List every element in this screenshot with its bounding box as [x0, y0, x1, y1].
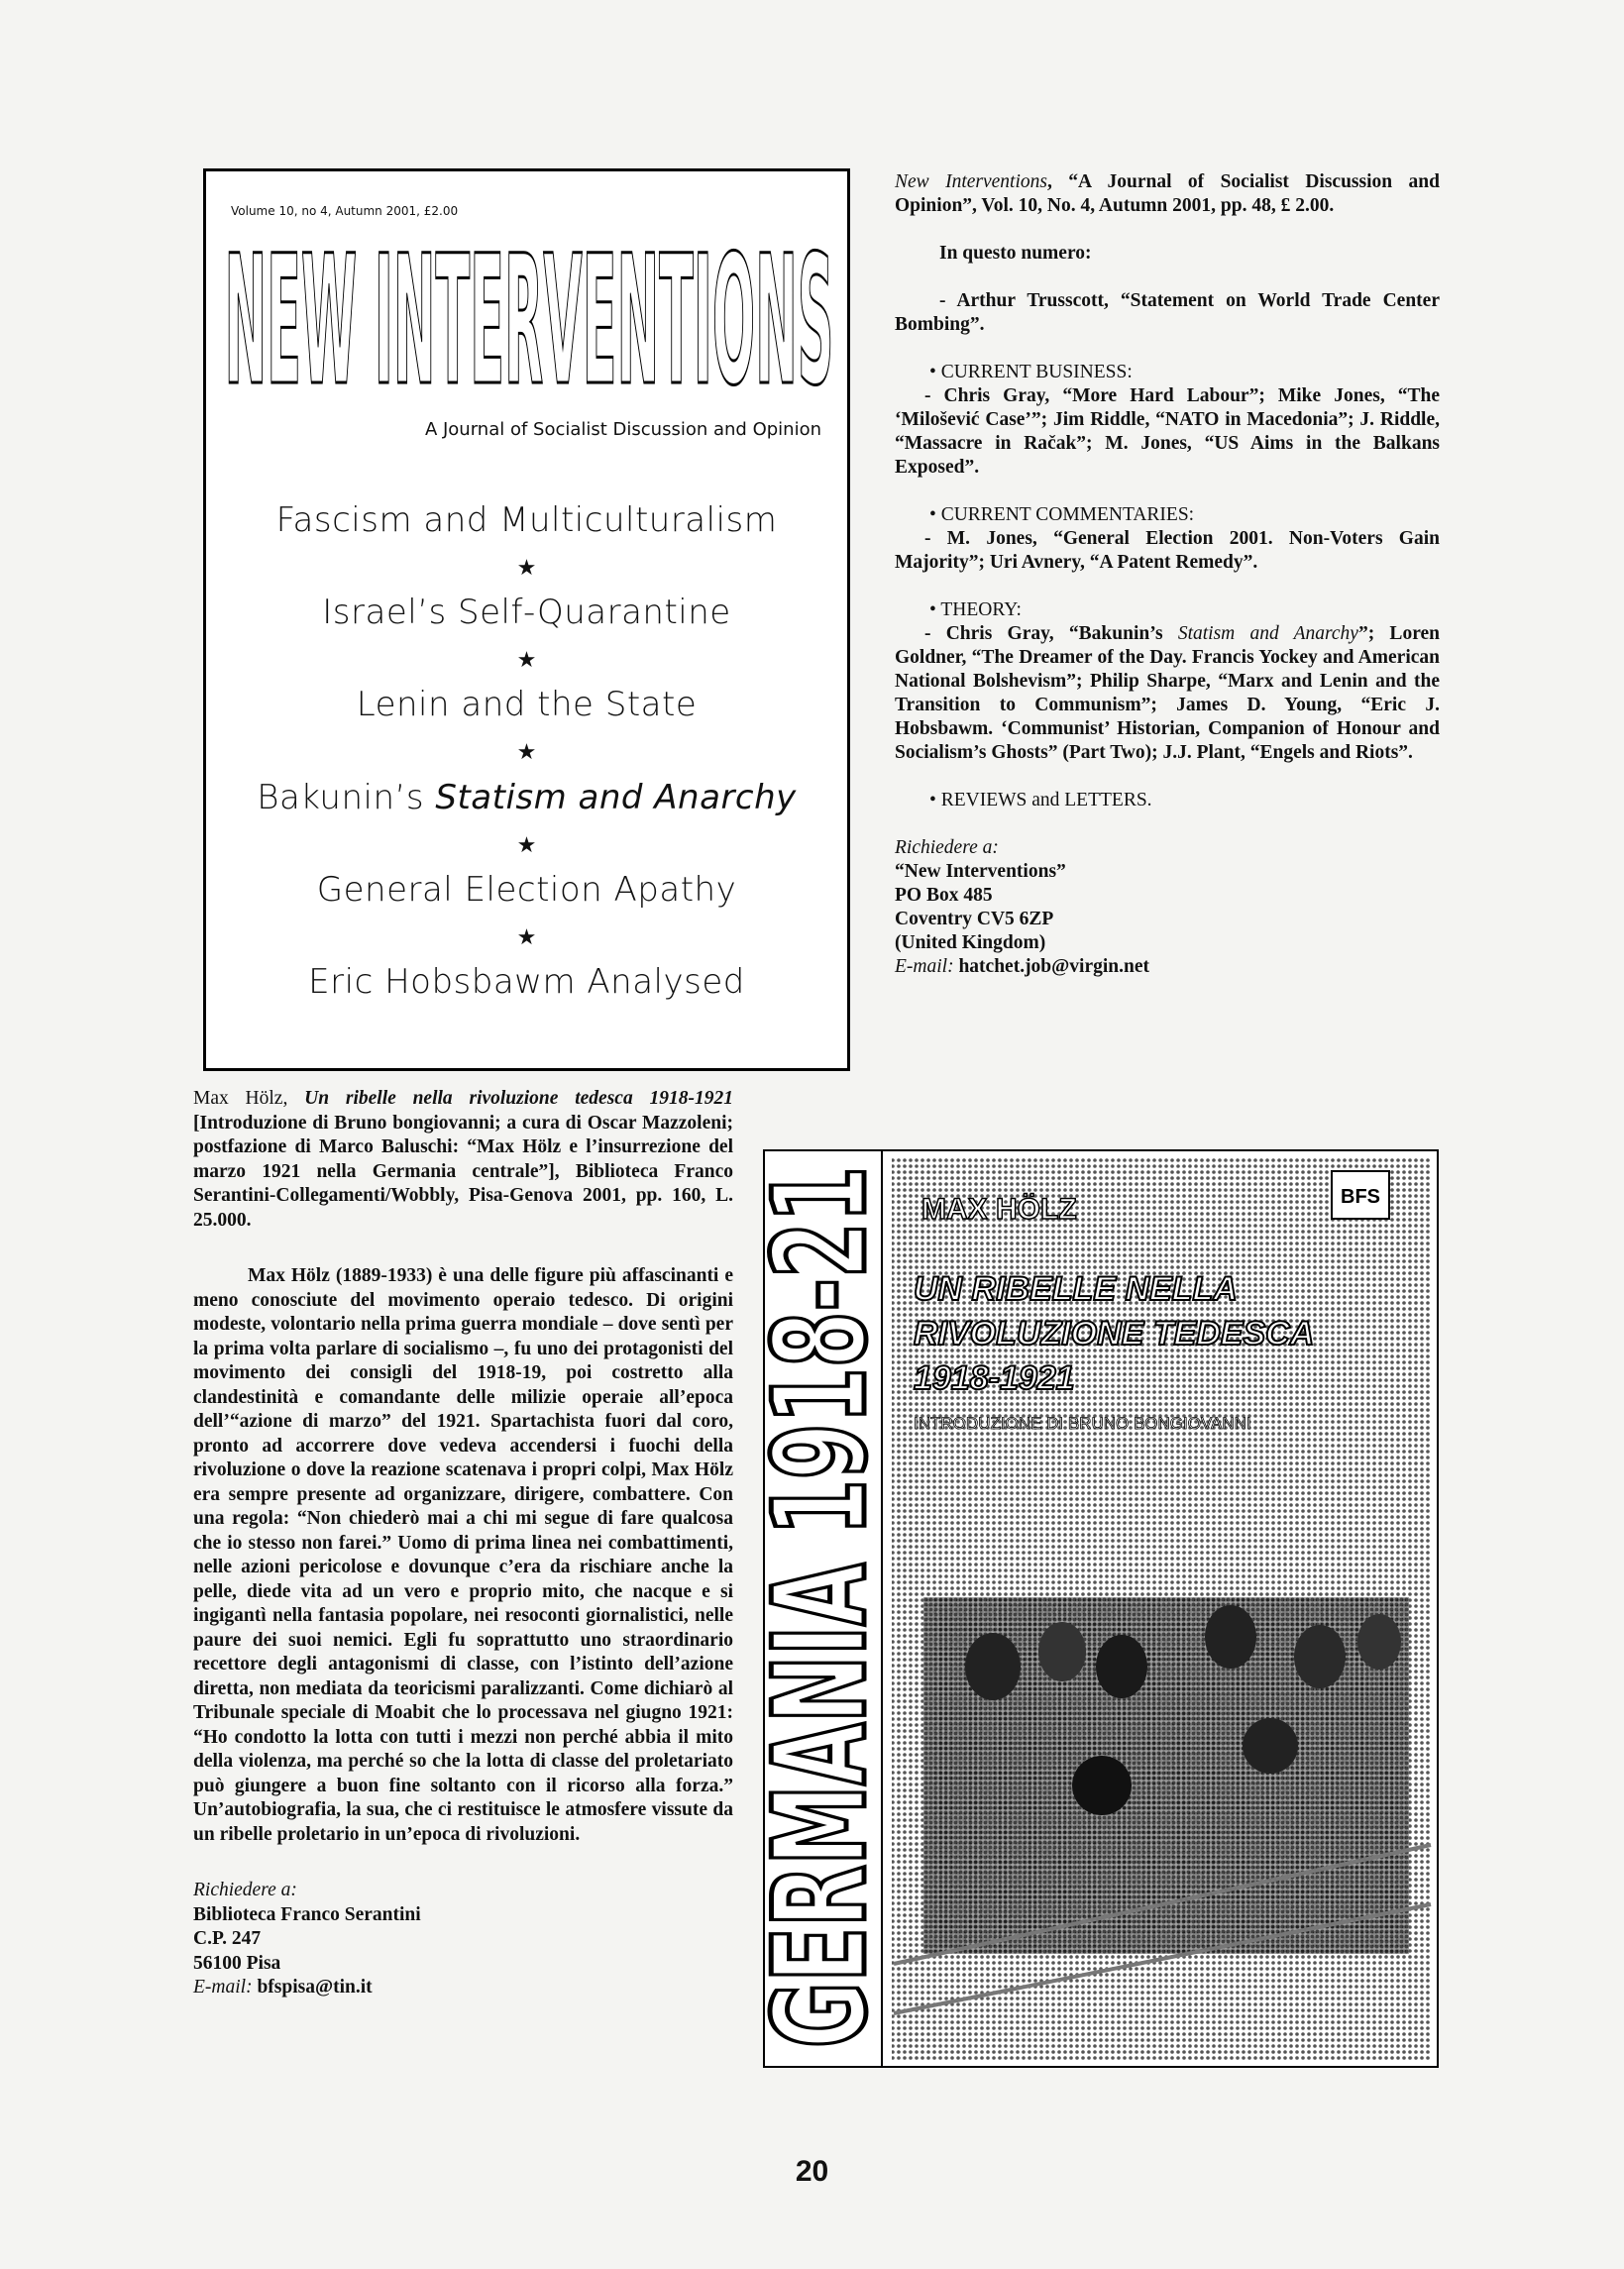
- cover-volume-line: Volume 10, no 4, Autumn 2001, £2.00: [231, 204, 459, 218]
- cover-subtitle: A Journal of Socialist Discussion and Opinion: [424, 419, 821, 440]
- new-interventions-listing: [895, 170, 1440, 979]
- listing-item: - Chris Gray, “Bakunin’s Statism and Anarchy”; Loren Goldner, “The Dreamer of the Day. Francis Yockey and American National Bolshevism”; Philip Sharpe, “Marx and Lenin and the Transition to Communism”; James D. Young, “Eric J. Hobsbawm. ‘Communist’ Historian, Companion of Honour and Socialism’s Ghosts” (Part Two); J.J. Plant, “Engels and Riots”.: [895, 623, 1440, 763]
- star-icon: ★: [516, 740, 537, 765]
- star-icon: ★: [516, 925, 537, 950]
- review-citation: Max Hölz, Un ribelle nella rivoluzione tedesca 1918-1921 [Introduzione di Bruno bongiovanni; a cura di Oscar Mazzoleni; postfazione di Marco Baluschi: “Max Hölz e l’insurrezione del marzo 1921 nella Germania centrale”], Biblioteca Franco Serantini-Collegamenti/Wobbly, Pisa-Genova 2001, pp. 160, L. 25.000.: [193, 1088, 733, 1231]
- cover-headline: Fascism and Multiculturalism: [275, 500, 778, 540]
- cover-headline: Eric Hobsbawm Analysed: [308, 962, 745, 1002]
- book-title-line: RIVOLUZIONE TEDESCA: [914, 1315, 1315, 1352]
- star-icon: ★: [516, 648, 537, 673]
- section-heading: • THEORY:: [929, 599, 1022, 620]
- email-line: E-mail: bfspisa@tin.it: [193, 1977, 373, 1998]
- order-label: Richiedere a:: [895, 837, 999, 858]
- cover-headline: Bakunin’s Statism and Anarchy: [257, 778, 797, 817]
- cover-headline: Lenin and the State: [356, 685, 698, 724]
- address-line: “New Interventions”: [895, 861, 1066, 882]
- review-body: Max Hölz (1889-1933) è una delle figure più affascinanti e meno conosciute del movimento operaio tedesco. Di origini modeste, volontario nella prima guerra mondiale – dove sentì per la prima volta parlare di socialismo –, fu uno dei protagonisti del movimento dei consigli del 1918-19, poi costretto alla clandestinità e comandante delle milizie operaie all’epoca dell’“azione di marzo” del 1921. Spartachista fuori dal coro, pronto ad accorrere dove vedeva accendersi i fuochi della rivoluzione o dove la reazione scatenava i propri colpi, Max Hölz era sempre presente ad organizzare, dirigere, combattere. Con una regola: “Non chiederò mai a chi mi segue di fare qualcosa che io stesso non farei.” Uomo di prima linea nei combattimenti, nelle azioni pericolose e dovunque c’era da rischiare anche la pelle, diede vita ad un vero e proprio mito, che nacque e si ingigantì nella fantasia popolare, nei resoconti giornalistici, nelle paure dei suoi nemici. Egli fu soprattutto uno straordinario recettore degli antagonismi di classe, con l’istinto dell’azione diretta, non mediata da teoricismi paralizzanti. Come dichiarò al Tribunale speciale di Moabit che lo processava nel giugno 1921: “Ho condotto la lotta con tutti i mezzi non perché abbia il mito della violenza, ma perché so che la lotta di classe del proletariato può giungere a buon fine soltanto con il ricorso alla forza.” Un’autobiografia, la sua, che ci restituisce le atmosfere vissute da un ribelle proletario in un’epoca di rivoluzioni.: [193, 1265, 733, 1845]
- address-line: Coventry CV5 6ZP: [895, 909, 1054, 929]
- section-heading: • CURRENT BUSINESS:: [929, 362, 1133, 382]
- listing-item: - Chris Gray, “More Hard Labour”; Mike Jones, “The ‘Milošević Case’”; Jim Riddle, “NATO in Macedonia”; J. Riddle, “Massacre in Račak”; M. Jones, “US Aims in the Balkans Exposed”.: [895, 385, 1440, 478]
- book-title-line: UN RIBELLE NELLA: [914, 1270, 1238, 1308]
- star-icon: ★: [516, 556, 537, 581]
- address-line: (United Kingdom): [895, 932, 1046, 953]
- order-label: Richiedere a:: [193, 1880, 297, 1900]
- book-intro: INTRODUZIONE DI BRUNO BONGIOVANNI: [914, 1414, 1251, 1433]
- cover-headline: General Election Apathy: [316, 870, 737, 910]
- holz-review: [193, 1087, 733, 2000]
- cover-title-logo: [220, 218, 839, 425]
- book-title-line: 1918-1921: [914, 1359, 1075, 1397]
- listing-heading: New Interventions, “A Journal of Socialist Discussion and Opinion”, Vol. 10, No. 4, Autumn 2001, pp. 48, £ 2.00.: [895, 171, 1440, 216]
- section-heading: • CURRENT COMMENTARIES:: [929, 504, 1195, 525]
- publisher-logo: BFS: [1341, 1186, 1380, 1208]
- address-line: PO Box 485: [895, 885, 993, 906]
- email-link[interactable]: hatchet.job@virgin.net: [958, 956, 1149, 977]
- star-icon: ★: [516, 833, 537, 858]
- section-heading: • REVIEWS and LETTERS.: [929, 790, 1152, 810]
- address-line: Biblioteca Franco Serantini: [193, 1903, 421, 1925]
- book-author: MAX HÖLZ: [921, 1193, 1077, 1226]
- address-line: 56100 Pisa: [193, 1952, 281, 1974]
- cover-headline: Israel’s Self-Quarantine: [322, 593, 731, 632]
- cover-title-text: NEW INTERVENTIONS: [224, 218, 834, 425]
- in-this-issue-label: In questo numero:: [939, 243, 1092, 264]
- spine-title: GERMANIA 1918-21: [747, 657, 895, 2048]
- address-line: C.P. 247: [193, 1928, 262, 1949]
- magazine-cover: [203, 168, 850, 1071]
- listing-item: - Arthur Trusscott, “Statement on World Trade Center Bombing”.: [895, 290, 1440, 335]
- page-number: 20: [795, 2155, 829, 2188]
- email-line: E-mail: hatchet.job@virgin.net: [895, 956, 1149, 977]
- listing-item: - M. Jones, “General Election 2001. Non-Voters Gain Majority”; Uri Avnery, “A Patent Remedy”.: [895, 528, 1440, 573]
- email-link[interactable]: bfspisa@tin.it: [257, 1977, 373, 1998]
